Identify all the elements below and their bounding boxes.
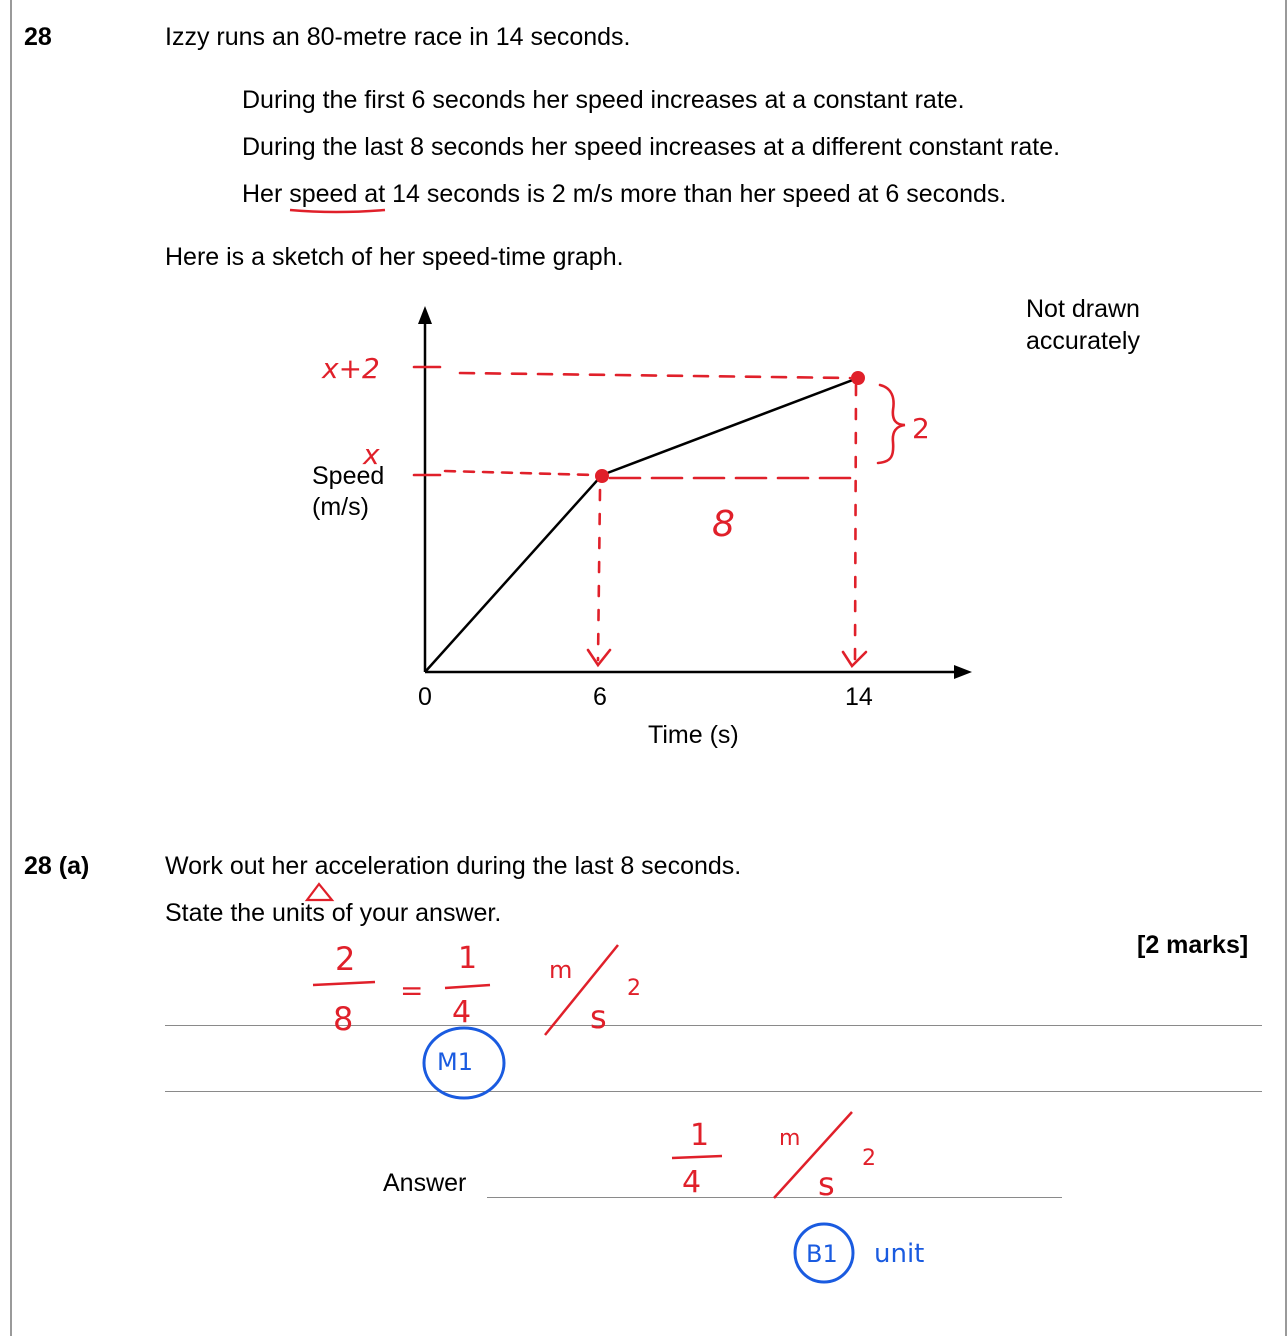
part-a-units-prompt: State the units of your answer. <box>165 899 502 927</box>
b1-mark: B1 <box>806 1240 838 1268</box>
sketch-intro: Here is a sketch of her speed-time graph. <box>165 243 624 271</box>
working-denominator: 8 <box>333 1000 354 1038</box>
dashed-drop-6 <box>598 490 600 660</box>
answer-unit-metres: m <box>779 1126 801 1151</box>
dashed-level-x-plus-2 <box>460 373 850 378</box>
working-unit-power: 2 <box>627 976 641 1001</box>
underline-speed <box>290 210 385 212</box>
point-6 <box>595 469 609 483</box>
annotation-x: x <box>363 438 380 471</box>
question-line-2: During the last 8 seconds her speed increases at a different constant rate. <box>242 133 1061 161</box>
question-line-1: During the first 6 seconds her speed increases at a constant rate. <box>242 86 965 114</box>
caret-mark <box>307 884 332 900</box>
working-unit-seconds: s <box>590 998 607 1036</box>
dashed-level-x <box>445 471 596 475</box>
working-result-numerator: 1 <box>458 941 478 976</box>
y-axis-label-speed: Speed <box>312 462 385 490</box>
question-line-3: Her speed at 14 seconds is 2 m/s more than her speed at 6 seconds. <box>242 180 1007 208</box>
accurately-note: accurately <box>1026 327 1140 355</box>
annotation-x-plus-2: x+2 <box>322 352 380 385</box>
point-14 <box>851 371 865 385</box>
brace-rise <box>878 385 905 463</box>
graph-axes <box>425 320 958 672</box>
x-tick-label: 0 <box>418 683 432 711</box>
annotation-segment-8: 8 <box>712 504 735 545</box>
x-tick-label: 14 <box>845 683 873 711</box>
working-unit-metres: m <box>549 956 573 984</box>
working-fraction <box>313 940 641 1038</box>
speed-line <box>425 378 858 672</box>
answer-fraction <box>672 1112 876 1203</box>
marks-label: [2 marks] <box>1137 931 1249 959</box>
part-a-label: 28 (a) <box>24 852 90 880</box>
answer-denominator: 4 <box>682 1165 702 1200</box>
answer-label: Answer <box>383 1169 467 1197</box>
dashed-drop-14 <box>855 385 856 660</box>
answer-unit-power: 2 <box>862 1146 876 1171</box>
part-a-prompt: Work out her acceleration during the last 8 seconds. <box>165 852 742 880</box>
y-axis-arrowhead <box>418 306 432 324</box>
answer-numerator: 1 <box>690 1118 710 1153</box>
answer-unit-seconds: s <box>818 1165 835 1203</box>
not-drawn-note: Not drawn <box>1026 295 1140 323</box>
question-number: 28 <box>24 23 52 51</box>
x-tick-label: 6 <box>593 683 607 711</box>
question-intro: Izzy runs an 80-metre race in 14 seconds. <box>165 23 631 51</box>
x-axis-label: Time (s) <box>648 721 739 749</box>
x-axis-arrowhead <box>954 665 972 679</box>
working-numerator: 2 <box>335 940 356 978</box>
working-equals: = <box>400 974 424 1007</box>
working-result-denominator: 4 <box>452 995 472 1030</box>
annotation-rise-2: 2 <box>912 412 930 445</box>
m1-mark: M1 <box>437 1048 473 1076</box>
y-axis-label-units: (m/s) <box>312 493 369 521</box>
b1-unit-note: unit <box>874 1239 925 1269</box>
